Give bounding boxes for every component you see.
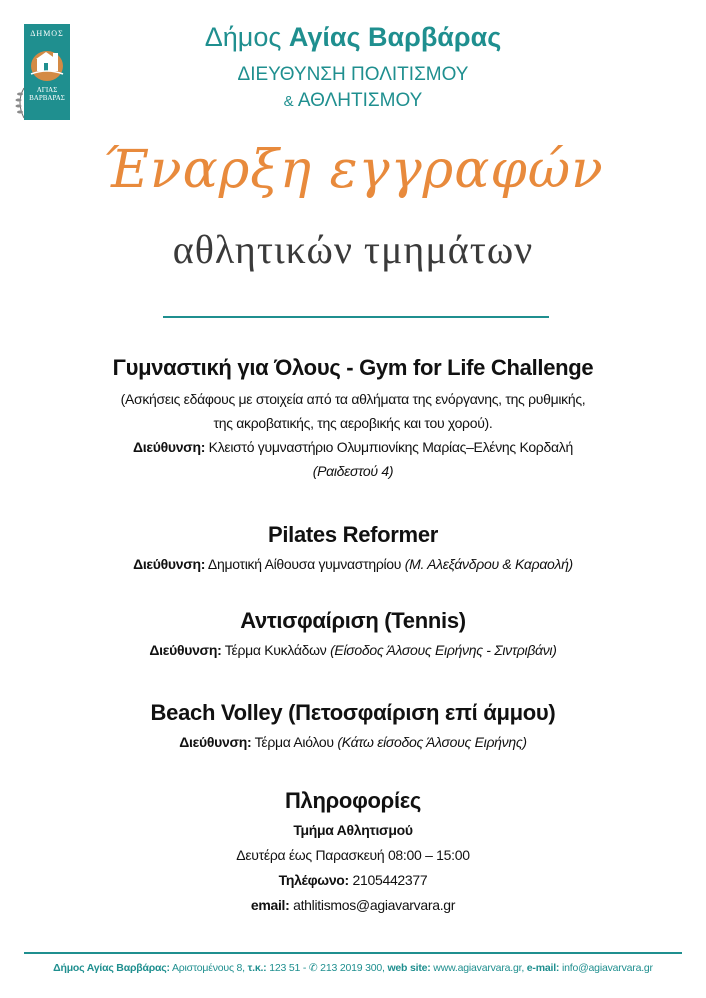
section-beach-volley: [40, 700, 666, 754]
phone-icon: ✆: [308, 962, 318, 974]
department-line-1: ΔΙΕΥΘΥΝΣΗ ΠΟΛΙΤΙΣΜΟΥ: [237, 64, 469, 85]
footer-contact: Δήμος Αγίας Βαρβάρας: Αριστομένους 8, τ.κ.: 123 51 - ✆ 213 2019 300, web site: www.agiavarvara.gr, e-mail: info@agiavarvara.gr: [53, 962, 653, 974]
info-phone: Τηλέφωνο: 2105442377: [278, 872, 428, 888]
church-emblem-icon: [29, 42, 65, 84]
footer-divider: [24, 952, 682, 954]
section-gym-for-life: [40, 355, 666, 483]
section-description-line: της ακροβατικής, της αεροβικής και του χορού).: [213, 415, 493, 431]
info-hours: Δευτέρα έως Παρασκευή 08:00 – 15:00: [236, 847, 470, 863]
section-address: Διεύθυνση: Τέρμα Κυκλάδων (Είσοδος Άλσους Ειρήνης - Σιντριβάνι): [149, 642, 557, 658]
section-address: Διεύθυνση: Δημοτική Αίθουσα γυμναστηρίου (Μ. Αλεξάνδρου & Καραολή): [133, 556, 573, 572]
section-address: Διεύθυνση: Τέρμα Αιόλου (Κάτω είσοδος Άλσους Ειρήνης): [179, 734, 527, 750]
section-address: Διεύθυνση: Κλειστό γυμναστήριο Ολυμπιονίκης Μαρίας–Ελένης Κορδαλή: [133, 439, 573, 455]
section-heading: Γυμναστική για Όλους - Gym for Life Challenge: [112, 355, 594, 380]
section-heading: Beach Volley (Πετοσφαίριση επί άμμου): [150, 700, 556, 725]
section-address-note: (Ραιδεστού 4): [312, 463, 394, 479]
section-pilates: [40, 522, 666, 576]
poster-subtitle: αθλητικών τμημάτων: [172, 227, 534, 272]
section-heading: Πληροφορίες: [284, 788, 422, 813]
section-heading: Pilates Reformer: [267, 522, 439, 547]
section-description-line: (Ασκήσεις εδάφους με στοιχεία από τα αθλήματα της ενόργανης, της ρυθμικής,: [120, 391, 586, 407]
department-line-2: & ΑΘΛΗΤΙΣΜΟΥ: [283, 90, 423, 111]
info-email: email: athlitismos@agiavarvara.gr: [250, 897, 456, 913]
section-tennis: [40, 608, 666, 662]
section-information: [40, 788, 666, 918]
section-heading: Αντισφαίριση (Tennis): [240, 608, 466, 633]
logo-top-text: ΔΗΜΟΣ: [30, 29, 64, 38]
poster-title: Έναρξη εγγραφών: [102, 140, 604, 200]
info-department: Τμήμα Αθλητισμού: [293, 822, 413, 838]
municipality-logo: [24, 24, 70, 120]
laurel-branch-icon: [14, 86, 28, 120]
municipality-name: Δήμος Αγίας Βαρβάρας: [204, 22, 502, 52]
title-divider: [163, 316, 549, 318]
logo-bottom-text: ΑΓΙΑΣ ΒΑΡΒΑΡΑΣ: [29, 86, 65, 102]
